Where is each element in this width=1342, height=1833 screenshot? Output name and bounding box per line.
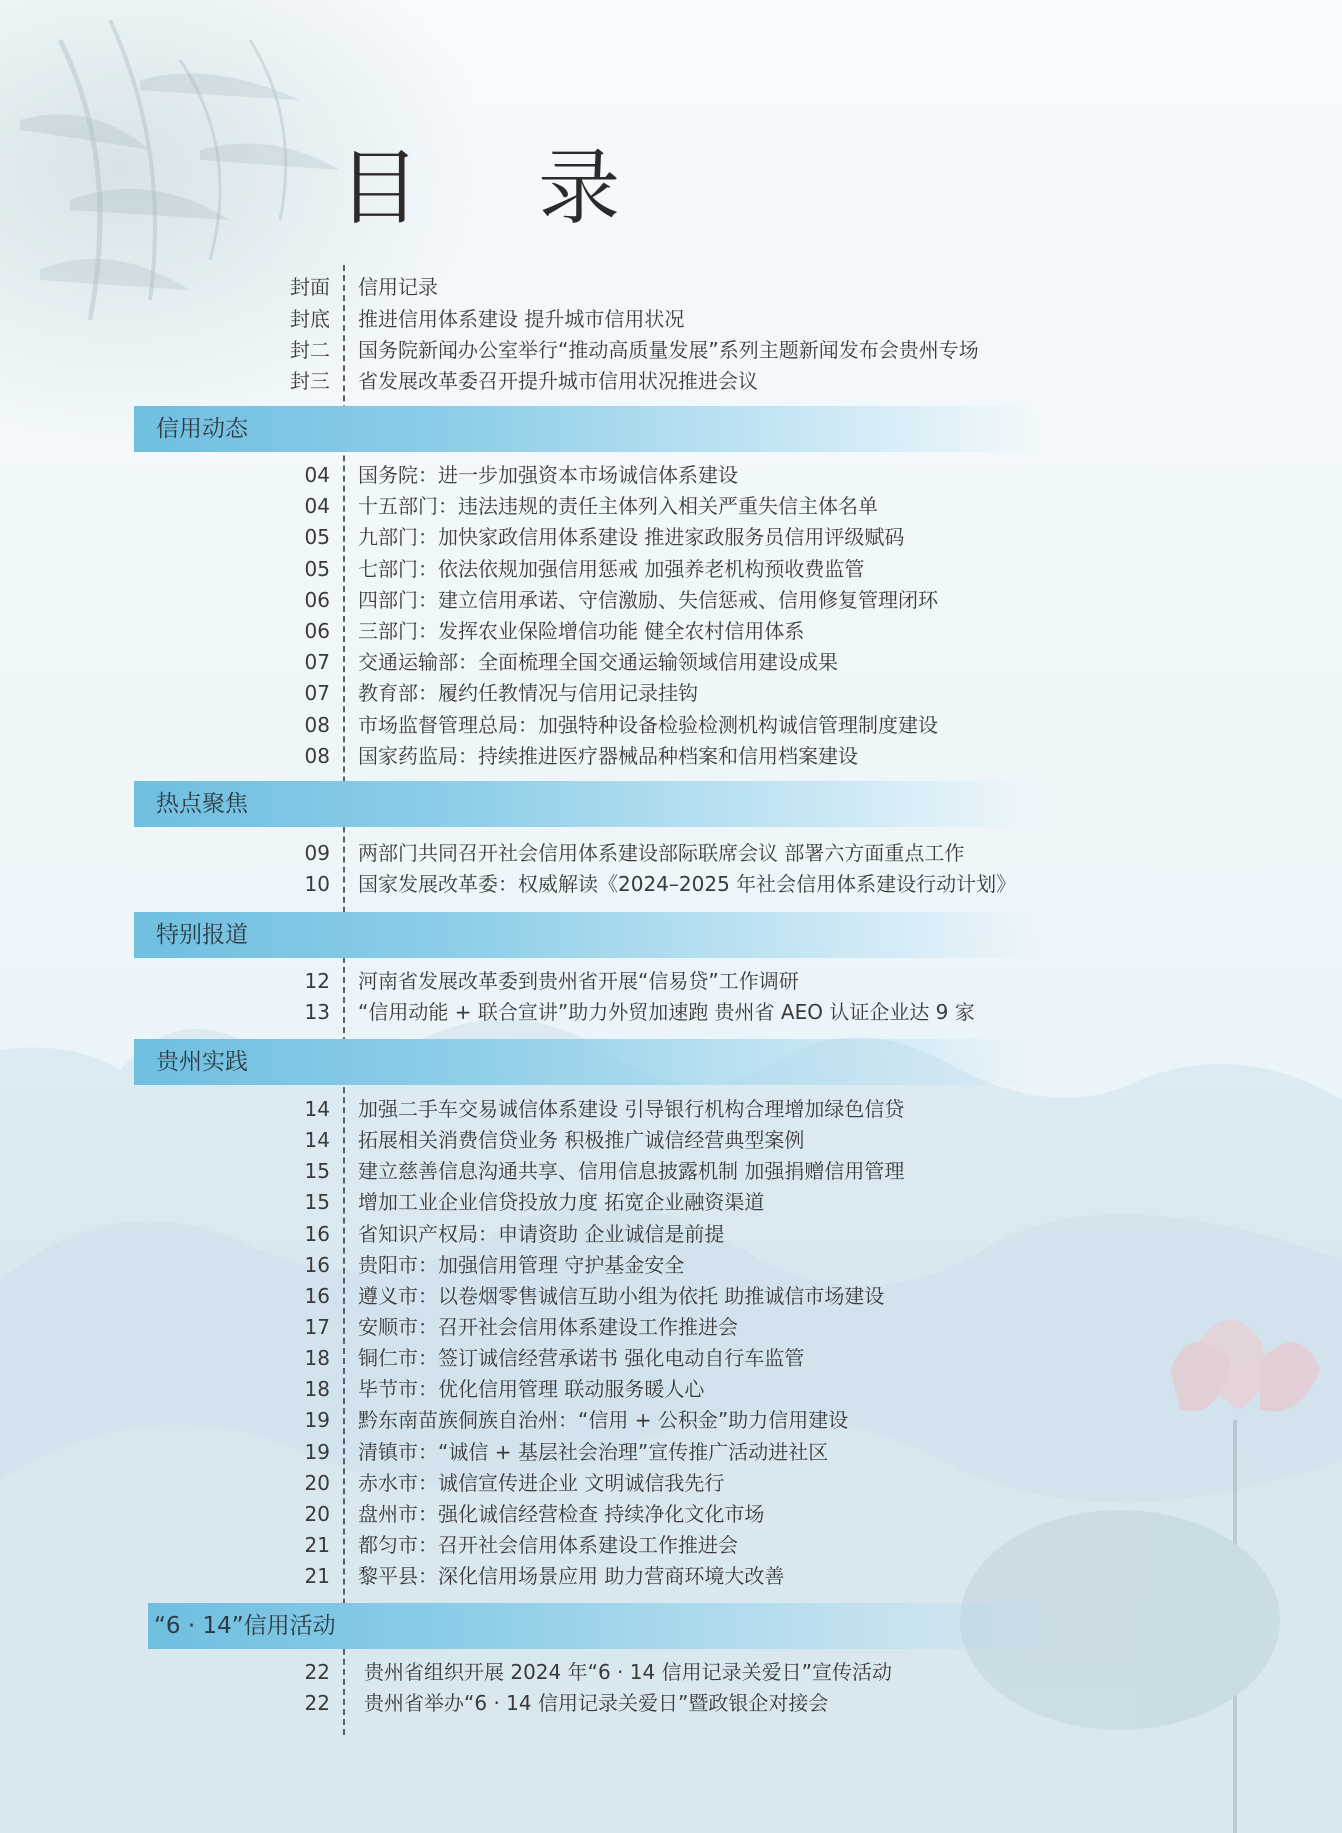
entry-title: 建立慈善信息沟通共享、信用信息披露机制 加强捐赠信用管理 xyxy=(358,1159,905,1183)
section-title: “6 · 14”信用活动 xyxy=(154,1613,336,1639)
entry-title: 加强二手车交易诚信体系建设 引导银行机构合理增加绿色信贷 xyxy=(358,1097,905,1121)
page-number: 15 xyxy=(304,1190,330,1214)
page-number: 22 xyxy=(304,1660,330,1684)
page-number: 05 xyxy=(304,557,330,581)
section-title: 特别报道 xyxy=(156,922,248,948)
page-number: 12 xyxy=(304,969,330,993)
page-number: 07 xyxy=(304,681,330,705)
page-number: 09 xyxy=(304,841,330,865)
page-number: 21 xyxy=(304,1533,330,1557)
section-header xyxy=(134,781,1034,827)
entry-title: 贵阳市：加强信用管理 守护基金安全 xyxy=(358,1253,685,1277)
page-number: 20 xyxy=(304,1502,330,1526)
page-number: 04 xyxy=(304,463,330,487)
entry-title: 黔东南苗族侗族自治州：“信用 + 公积金”助力信用建设 xyxy=(358,1408,849,1432)
entry-title: 拓展相关消费信贷业务 积极推广诚信经营典型案例 xyxy=(358,1128,805,1152)
page-number: 17 xyxy=(304,1315,330,1339)
page-number: 06 xyxy=(304,619,330,643)
entry-title: “信用动能 + 联合宣讲”助力外贸加速跑 贵州省 AEO 认证企业达 9 家 xyxy=(358,1000,975,1024)
entry-title: 赤水市：诚信宣传进企业 文明诚信我先行 xyxy=(358,1471,725,1495)
entry-title: 贵州省组织开展 2024 年“6 · 14 信用记录关爱日”宣传活动 xyxy=(364,1660,892,1684)
entry-title: 交通运输部：全面梳理全国交通运输领域信用建设成果 xyxy=(358,650,838,674)
entry-title: 都匀市：召开社会信用体系建设工作推进会 xyxy=(358,1533,738,1557)
page-number: 18 xyxy=(304,1346,330,1370)
entry-title: 增加工业企业信贷投放力度 拓宽企业融资渠道 xyxy=(358,1190,765,1214)
entry-title: 黎平县：深化信用场景应用 助力营商环境大改善 xyxy=(358,1564,785,1588)
entry-title: 九部门：加快家政信用体系建设 推进家政服务员信用评级赋码 xyxy=(358,525,905,549)
cover-item-text: 推进信用体系建设 提升城市信用状况 xyxy=(358,307,685,331)
page-number: 20 xyxy=(304,1471,330,1495)
entry-title: 国家发展改革委：权威解读《2024–2025 年社会信用体系建设行动计划》 xyxy=(358,872,1017,896)
page-number: 08 xyxy=(304,713,330,737)
page-title: 目 录 xyxy=(338,141,667,236)
cover-item-text: 信用记录 xyxy=(358,275,438,299)
entry-title: 两部门共同召开社会信用体系建设部际联席会议 部署六方面重点工作 xyxy=(358,841,965,865)
entry-title: 遵义市：以卷烟零售诚信互助小组为依托 助推诚信市场建设 xyxy=(358,1284,885,1308)
entry-title: 毕节市：优化信用管理 联动服务暖人心 xyxy=(358,1377,705,1401)
entry-title: 三部门：发挥农业保险增信功能 健全农村信用体系 xyxy=(358,619,805,643)
page-number: 16 xyxy=(304,1253,330,1277)
entry-title: 铜仁市：签订诚信经营承诺书 强化电动自行车监管 xyxy=(358,1346,805,1370)
entry-title: 市场监督管理总局：加强特种设备检验检测机构诚信管理制度建设 xyxy=(358,713,938,737)
page-number: 06 xyxy=(304,588,330,612)
entry-title: 贵州省举办“6 · 14 信用记录关爱日”暨政银企对接会 xyxy=(364,1691,829,1715)
cover-item-text: 国务院新闻办公室举行“推动高质量发展”系列主题新闻发布会贵州专场 xyxy=(358,338,979,362)
page-number: 07 xyxy=(304,650,330,674)
page-number: 14 xyxy=(304,1097,330,1121)
page-number: 10 xyxy=(304,872,330,896)
entry-title: 四部门：建立信用承诺、守信激励、失信惩戒、信用修复管理闭环 xyxy=(358,588,938,612)
dashed-divider xyxy=(343,265,345,1735)
page-number: 19 xyxy=(304,1408,330,1432)
page-number: 05 xyxy=(304,525,330,549)
page-number: 14 xyxy=(304,1128,330,1152)
entry-title: 省知识产权局：申请资助 企业诚信是前提 xyxy=(358,1222,725,1246)
page-number: 21 xyxy=(304,1564,330,1588)
section-header xyxy=(134,912,1034,958)
page-number: 08 xyxy=(304,744,330,768)
cover-item-label: 封面 xyxy=(290,275,330,299)
section-header xyxy=(134,406,1034,452)
entry-title: 七部门：依法依规加强信用惩戒 加强养老机构预收费监管 xyxy=(358,557,865,581)
cover-item-label: 封底 xyxy=(290,307,330,331)
cover-item-label: 封三 xyxy=(290,369,330,393)
page-number: 04 xyxy=(304,494,330,518)
page-number: 16 xyxy=(304,1284,330,1308)
entry-title: 河南省发展改革委到贵州省开展“信易贷”工作调研 xyxy=(358,969,799,993)
entry-title: 十五部门：违法违规的责任主体列入相关严重失信主体名单 xyxy=(358,494,878,518)
entry-title: 国务院：进一步加强资本市场诚信体系建设 xyxy=(358,463,738,487)
entry-title: 安顺市：召开社会信用体系建设工作推进会 xyxy=(358,1315,738,1339)
page-number: 15 xyxy=(304,1159,330,1183)
entry-title: 国家药监局：持续推进医疗器械品种档案和信用档案建设 xyxy=(358,744,858,768)
section-title: 贵州实践 xyxy=(156,1049,248,1075)
page-number: 18 xyxy=(304,1377,330,1401)
page-number: 13 xyxy=(304,1000,330,1024)
section-title: 热点聚焦 xyxy=(156,791,248,817)
entry-title: 清镇市：“诚信 + 基层社会治理”宣传推广活动进社区 xyxy=(358,1440,829,1464)
section-header xyxy=(148,1603,1048,1649)
section-title: 信用动态 xyxy=(156,416,248,442)
entry-title: 盘州市：强化诚信经营检查 持续净化文化市场 xyxy=(358,1502,765,1526)
cover-item-label: 封二 xyxy=(290,338,330,362)
entry-title: 教育部：履约任教情况与信用记录挂钩 xyxy=(358,681,698,705)
cover-item-text: 省发展改革委召开提升城市信用状况推进会议 xyxy=(358,369,758,393)
section-header xyxy=(134,1039,1034,1085)
page-number: 19 xyxy=(304,1440,330,1464)
page-number: 22 xyxy=(304,1691,330,1715)
page-number: 16 xyxy=(304,1222,330,1246)
